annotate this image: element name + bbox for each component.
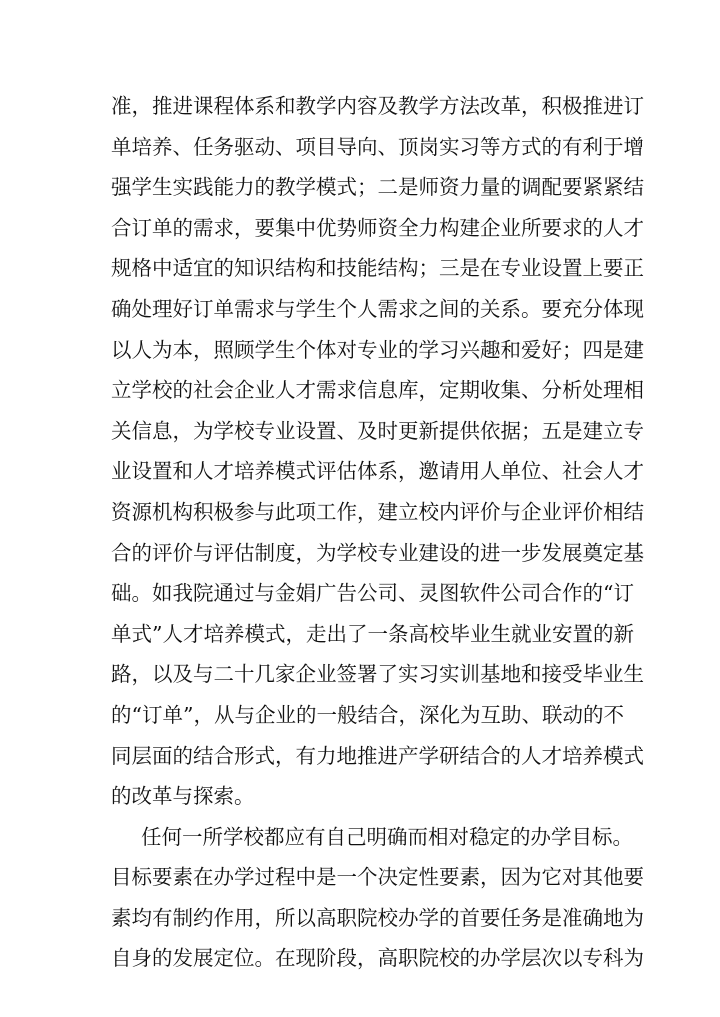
text-line: 合的评价与评估制度，为学校专业建设的进一步发展奠定基 <box>111 540 644 565</box>
text-line: 立学校的社会企业人才需求信息库，定期收集、分析处理相 <box>111 378 644 403</box>
text-line: 的改革与探索。 <box>111 784 255 809</box>
text-line: 以人为本，照顾学生个体对专业的学习兴趣和爱好；四是建 <box>111 337 644 362</box>
text-line: 资源机构积极参与此项工作，建立校内评价与企业评价相结 <box>111 499 644 524</box>
text-line: 同层面的结合形式，有力地推进产学研结合的人才培养模式 <box>111 743 644 768</box>
text-line: 单式”人才培养模式，走出了一条高校毕业生就业安置的新 <box>111 621 634 646</box>
body-text <box>111 86 644 979</box>
text-line: 关信息，为学校专业设置、及时更新提供依据；五是建立专 <box>111 418 644 443</box>
text-line: 础。如我院通过与金娟广告公司、灵图软件公司合作的“订 <box>111 581 634 606</box>
text-line: 强学生实践能力的教学模式；二是师资力量的调配要紧紧结 <box>111 175 644 200</box>
text-line: 业设置和人才培养模式评估体系，邀请用人单位、社会人才 <box>111 459 644 484</box>
text-line: 的“订单”，从与企业的一般结合，深化为互助、联动的不 <box>111 702 624 727</box>
text-line: 目标要素在办学过程中是一个决定性要素，因为它对其他要 <box>111 865 644 890</box>
text-line: 确处理好订单需求与学生个人需求之间的关系。要充分体现 <box>111 296 644 321</box>
text-line: 单培养、任务驱动、项目导向、顶岗实习等方式的有利于增 <box>111 134 644 159</box>
text-line: 准，推进课程体系和教学内容及教学方法改革，积极推进订 <box>111 94 644 118</box>
text-line: 合订单的需求，要集中优势师资全力构建企业所要求的人才 <box>111 215 644 240</box>
text-line: 规格中适宜的知识结构和技能结构；三是在专业设置上要正 <box>111 256 644 281</box>
text-line: 素均有制约作用，所以高职院校办学的首要任务是准确地为 <box>111 905 644 930</box>
paragraph-start-line: 任何一所学校都应有自己明确而相对稳定的办学目标。 <box>141 824 633 849</box>
text-line: 自身的发展定位。在现阶段，高职院校的办学层次以专科为 <box>111 946 644 971</box>
text-line: 路，以及与二十几家企业签署了实习实训基地和接受毕业生 <box>111 662 644 687</box>
